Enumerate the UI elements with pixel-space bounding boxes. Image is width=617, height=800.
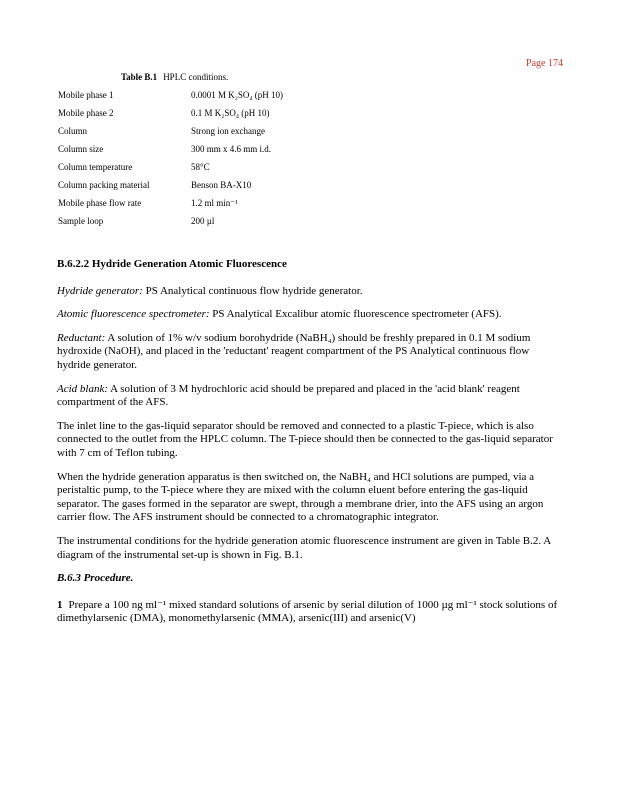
table-cell-value: 1.2 ml min⁻¹ xyxy=(191,197,238,208)
item-text: PS Analytical Excalibur atomic fluorescence spectrometer (AFS). xyxy=(209,308,502,321)
table-cell-value: 0.0001 M K₂SO₄ (pH 10) xyxy=(191,90,284,100)
table-row xyxy=(58,86,411,104)
table-cell-param: Mobile phase flow rate xyxy=(58,198,142,208)
hplc-conditions-table xyxy=(58,86,411,230)
table-cell-value: 0.1 M K₂SO₄ (pH 10) xyxy=(191,108,270,118)
paragraph xyxy=(57,332,562,373)
item-text: A solution of 3 M hydrochloric acid should be prepared and placed in the 'acid blank' reagent compartment of the AFS. xyxy=(57,382,520,409)
table-cell-value: 200 µl xyxy=(191,216,215,226)
document-body xyxy=(57,258,562,636)
paragraph: The instrumental conditions for the hydride generation atomic fluorescence instrument are given in Table B.2. A diagram of the instrumental set-up is shown in Fig. B.1. xyxy=(57,534,551,561)
item-label: Hydride generator: xyxy=(57,284,143,297)
table-row xyxy=(58,104,411,122)
table-caption-label: Table B.1 xyxy=(121,72,158,82)
procedure-heading: B.6.3 Procedure. xyxy=(57,572,134,585)
paragraph: When the hydride generation apparatus is then switched on, the NaBH₄ and HCl solutions are pumped, via a peristaltic pump, to the T-piece where they are mixed with the column eluent before entering the gas-liquid separator. The gases formed in the separator are swept, through a membrane drier, into the AFS using an argon carrier flow. The AFS instrument should be connected to a chromatographic integrator. xyxy=(57,470,544,524)
table-cell-param: Column xyxy=(58,126,88,136)
table-cell-param: Mobile phase 2 xyxy=(58,108,114,118)
page-number: Page 174 xyxy=(526,58,563,69)
section-heading: B.6.2.2 Hydride Generation Atomic Fluorescence xyxy=(57,258,287,270)
table-caption-text: HPLC conditions. xyxy=(163,72,229,82)
table-cell-param: Column temperature xyxy=(58,162,133,172)
table-row xyxy=(58,140,411,158)
paragraph: The inlet line to the gas-liquid separator should be removed and connected to a plastic T-piece, which is also connected to the outlet from the HPLC column. The T-piece should then be connected to the gas-liquid separator with 7 cm of Teflon tubing. xyxy=(57,419,553,459)
table-cell-value: 58°C xyxy=(191,162,210,172)
table-row xyxy=(58,194,411,212)
item-label: Acid blank: xyxy=(57,382,109,395)
table-cell-param: Column size xyxy=(58,144,104,154)
item-label: Atomic fluorescence spectrometer: xyxy=(57,308,210,321)
item-text: PS Analytical continuous flow hydride generator. xyxy=(142,284,363,297)
step-number: 1 xyxy=(57,598,63,611)
table-row xyxy=(58,158,411,176)
table-cell-value: Strong ion exchange xyxy=(191,126,265,136)
table-cell-param: Sample loop xyxy=(58,216,104,226)
table-cell-param: Column packing material xyxy=(58,180,150,190)
item-text: A solution of 1% w/v sodium borohydride (NaBH₄) should be freshly prepared in 0.1 M sodium hydroxide (NaOH), and placed in the 'reductant' reagent compartment of the PS Analytical continuous flow hydride generator. xyxy=(57,331,531,371)
table-row xyxy=(58,176,411,194)
item-label: Reductant: xyxy=(57,331,106,344)
paragraph xyxy=(57,383,562,410)
paragraph xyxy=(57,308,562,322)
table-cell-param: Mobile phase 1 xyxy=(58,90,114,100)
table-row xyxy=(58,212,411,230)
table-cell-value: 300 mm x 4.6 mm i.d. xyxy=(191,144,272,154)
procedure-step xyxy=(57,599,562,626)
table-row xyxy=(58,122,411,140)
table-caption xyxy=(121,72,228,82)
paragraph xyxy=(57,285,562,299)
table-cell-value: Benson BA-X10 xyxy=(191,180,252,190)
step-text: Prepare a 100 ng ml⁻¹ mixed standard solutions of arsenic by serial dilution of 1000 µg ml⁻¹ stock solutions of dimethylarsenic (DMA), monomethylarsenic (MMA), arsenic(III) and arsenic(V) xyxy=(57,598,558,625)
